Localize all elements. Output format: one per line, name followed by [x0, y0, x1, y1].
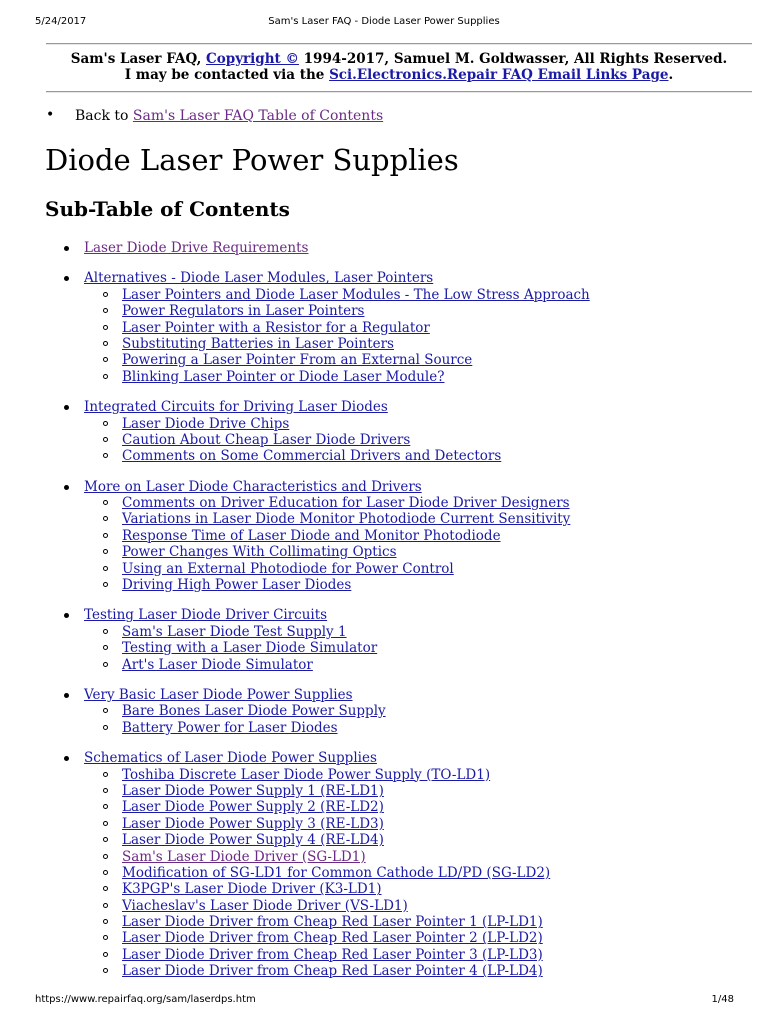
toc-section — [64, 270, 744, 385]
sub-table-of-contents — [64, 240, 744, 994]
toc-subitem-link[interactable]: Laser Diode Driver from Cheap Red Laser Pointer 4 (LP-LD4) — [122, 963, 543, 980]
toc-subitem — [84, 577, 744, 593]
circle-bullet-icon — [103, 357, 108, 362]
toc-section-link[interactable]: Very Basic Laser Diode Power Supplies — [84, 686, 353, 703]
contact-prefix: I may be contacted via the — [124, 67, 330, 83]
toc-section-row — [84, 270, 744, 286]
email-links-page-link[interactable]: Sci.Electronics.Repair FAQ Email Links Page — [329, 67, 669, 83]
toc-subitem — [84, 898, 744, 914]
toc-subitem — [84, 432, 744, 448]
toc-subitem-link[interactable]: Power Regulators in Laser Pointers — [122, 303, 365, 320]
toc-subitem-link[interactable]: Laser Diode Power Supply 4 (RE-LD4) — [122, 832, 384, 849]
bullet-icon — [64, 485, 69, 490]
toc-subitem — [84, 336, 744, 352]
circle-bullet-icon — [103, 837, 108, 842]
toc-subitem-link[interactable]: Laser Diode Driver from Cheap Red Laser Pointer 3 (LP-LD3) — [122, 946, 543, 963]
circle-bullet-icon — [103, 804, 108, 809]
toc-subitem-link[interactable]: Toshiba Discrete Laser Diode Power Supply (TO-LD1) — [122, 766, 491, 783]
toc-section-row — [84, 479, 744, 495]
circle-bullet-icon — [103, 453, 108, 458]
toc-section-link[interactable]: More on Laser Diode Characteristics and Drivers — [84, 478, 422, 495]
toc-subitem-link[interactable]: Caution About Cheap Laser Diode Drivers — [122, 431, 411, 448]
toc-subitem — [84, 369, 744, 385]
circle-bullet-icon — [103, 629, 108, 634]
toc-subitem-link[interactable]: Laser Diode Power Supply 2 (RE-LD2) — [122, 799, 384, 816]
toc-subitem — [84, 930, 744, 946]
toc-subitem-link[interactable]: Response Time of Laser Diode and Monitor Photodiode — [122, 527, 501, 544]
circle-bullet-icon — [103, 325, 108, 330]
toc-section-link[interactable]: Alternatives - Diode Laser Modules, Laser Pointers — [84, 270, 434, 287]
bottom-divider — [46, 91, 752, 93]
circle-bullet-icon — [103, 437, 108, 442]
toc-sublist — [84, 495, 744, 593]
toc-subitem-link[interactable]: Powering a Laser Pointer From an External Source — [122, 352, 473, 369]
toc-link[interactable]: Sam's Laser FAQ Table of Contents — [132, 108, 384, 124]
circle-bullet-icon — [103, 708, 108, 713]
toc-subitem — [84, 287, 744, 303]
toc-subitem-link[interactable]: Testing with a Laser Diode Simulator — [122, 640, 378, 657]
circle-bullet-icon — [103, 968, 108, 973]
bullet-icon — [64, 276, 69, 281]
toc-section-link[interactable]: Schematics of Laser Diode Power Supplies — [84, 750, 377, 767]
toc-subitem — [84, 544, 744, 560]
toc-section-row — [84, 240, 744, 256]
toc-subitem — [84, 528, 744, 544]
toc-section — [64, 607, 744, 673]
toc-section-row — [84, 399, 744, 415]
print-document-title: Sam's Laser FAQ - Diode Laser Power Supplies — [268, 16, 500, 27]
copyright-line — [46, 51, 752, 67]
toc-subitem — [84, 849, 744, 865]
toc-subitem — [84, 947, 744, 963]
toc-sublist — [84, 767, 744, 980]
toc-subitem — [84, 783, 744, 799]
bullet-icon — [64, 756, 69, 761]
page-title: Diode Laser Power Supplies — [45, 143, 459, 177]
circle-bullet-icon — [103, 870, 108, 875]
toc-sublist — [84, 416, 744, 465]
toc-sublist — [84, 703, 744, 736]
toc-subitem — [84, 320, 744, 336]
toc-subitem-link[interactable]: Laser Diode Driver from Cheap Red Laser Pointer 2 (LP-LD2) — [122, 930, 543, 947]
toc-subitem — [84, 914, 744, 930]
toc-subitem-link[interactable]: Laser Diode Power Supply 1 (RE-LD1) — [122, 782, 384, 799]
toc-subitem — [84, 832, 744, 848]
toc-subitem-link[interactable]: Variations in Laser Diode Monitor Photodiode Current Sensitivity — [122, 511, 571, 528]
bullet-icon — [64, 693, 69, 698]
circle-bullet-icon — [103, 725, 108, 730]
toc-subitem-link[interactable]: Laser Pointer with a Resistor for a Regulator — [122, 319, 430, 336]
toc-subitem — [84, 816, 744, 832]
circle-bullet-icon — [103, 821, 108, 826]
toc-section — [64, 687, 744, 736]
toc-subitem — [84, 511, 744, 527]
toc-subitem-link[interactable]: Laser Diode Driver from Cheap Red Laser Pointer 1 (LP-LD1) — [122, 914, 543, 931]
copyright-link[interactable]: Copyright © — [206, 51, 299, 67]
toc-subitem-link[interactable]: Blinking Laser Pointer or Diode Laser Module? — [122, 368, 445, 385]
toc-subitem-link[interactable]: K3PGP's Laser Diode Driver (K3-LD1) — [122, 881, 382, 898]
copyright-suffix: 1994-2017, Samuel M. Goldwasser, All Rights Reserved. — [298, 51, 728, 67]
toc-subitem — [84, 657, 744, 673]
circle-bullet-icon — [103, 919, 108, 924]
top-divider — [46, 43, 752, 45]
circle-bullet-icon — [103, 952, 108, 957]
toc-subitem-link[interactable]: Modification of SG-LD1 for Common Cathode LD/PD (SG-LD2) — [122, 864, 551, 881]
toc-subitem — [84, 495, 744, 511]
print-footer — [0, 994, 768, 1008]
circle-bullet-icon — [103, 582, 108, 587]
toc-subitem — [84, 865, 744, 881]
toc-section — [64, 479, 744, 594]
page-number: 1/48 — [711, 994, 734, 1005]
toc-subitem-link[interactable]: Laser Diode Power Supply 3 (RE-LD3) — [122, 815, 384, 832]
toc-subitem — [84, 640, 744, 656]
toc-section-row — [84, 750, 744, 766]
contact-suffix: . — [668, 67, 674, 83]
toc-subitem-link[interactable]: Substituting Batteries in Laser Pointers — [122, 335, 394, 352]
circle-bullet-icon — [103, 308, 108, 313]
toc-subitem — [84, 303, 744, 319]
toc-subitem — [84, 352, 744, 368]
circle-bullet-icon — [103, 566, 108, 571]
circle-bullet-icon — [103, 516, 108, 521]
toc-subitem — [84, 799, 744, 815]
toc-section — [64, 399, 744, 465]
circle-bullet-icon — [103, 788, 108, 793]
circle-bullet-icon — [103, 292, 108, 297]
circle-bullet-icon — [103, 935, 108, 940]
circle-bullet-icon — [103, 886, 108, 891]
toc-section — [64, 750, 744, 979]
toc-section-link[interactable]: Integrated Circuits for Driving Laser Diodes — [84, 399, 388, 416]
toc-subitem — [84, 720, 744, 736]
bullet-icon — [64, 246, 69, 251]
toc-section — [64, 240, 744, 256]
toc-subitem — [84, 703, 744, 719]
toc-subitem-link[interactable]: Driving High Power Laser Diodes — [122, 577, 352, 594]
toc-subitem-link[interactable]: Sam's Laser Diode Driver (SG-LD1) — [122, 848, 366, 865]
print-date: 5/24/2017 — [35, 16, 87, 27]
circle-bullet-icon — [103, 772, 108, 777]
circle-bullet-icon — [103, 500, 108, 505]
toc-section-link[interactable]: Laser Diode Drive Requirements — [84, 240, 309, 256]
toc-subitem — [84, 561, 744, 577]
circle-bullet-icon — [103, 374, 108, 379]
copyright-prefix: Sam's Laser FAQ, — [70, 51, 206, 67]
bullet-icon — [64, 613, 69, 618]
toc-subitem — [84, 881, 744, 897]
print-url: https://www.repairfaq.org/sam/laserdps.htm — [35, 994, 256, 1005]
circle-bullet-icon — [103, 645, 108, 650]
toc-subitem — [84, 416, 744, 432]
toc-subitem-link[interactable]: Art's Laser Diode Simulator — [122, 656, 313, 673]
toc-subitem-link[interactable]: Viacheslav's Laser Diode Driver (VS-LD1) — [122, 897, 408, 914]
circle-bullet-icon — [103, 533, 108, 538]
bullet-icon — [64, 405, 69, 410]
toc-subitem-link[interactable]: Laser Pointers and Diode Laser Modules - The Low Stress Approach — [122, 286, 590, 303]
back-text — [75, 108, 383, 124]
toc-section-row — [84, 607, 744, 623]
circle-bullet-icon — [103, 549, 108, 554]
circle-bullet-icon — [103, 662, 108, 667]
circle-bullet-icon — [103, 421, 108, 426]
toc-subitem — [84, 963, 744, 979]
toc-section-row — [84, 687, 744, 703]
toc-subitem-link[interactable]: Sam's Laser Diode Test Supply 1 — [122, 623, 347, 640]
contact-line — [46, 67, 752, 83]
toc-section-link[interactable]: Testing Laser Diode Driver Circuits — [84, 607, 328, 624]
circle-bullet-icon — [103, 903, 108, 908]
sub-table-heading: Sub-Table of Contents — [45, 197, 290, 221]
circle-bullet-icon — [103, 341, 108, 346]
toc-subitem-link[interactable]: Using an External Photodiode for Power Control — [122, 560, 454, 577]
bullet-icon: • — [46, 107, 55, 123]
toc-subitem-link[interactable]: Comments on Driver Education for Laser Diode Driver Designers — [122, 495, 570, 512]
toc-sublist — [84, 624, 744, 673]
back-prefix: Back to — [75, 108, 133, 124]
copyright-notice — [46, 51, 752, 83]
toc-subitem-link[interactable]: Battery Power for Laser Diodes — [122, 719, 338, 736]
print-header — [0, 16, 768, 30]
toc-sublist — [84, 287, 744, 385]
toc-subitem — [84, 624, 744, 640]
toc-subitem-link[interactable]: Laser Diode Drive Chips — [122, 415, 290, 432]
toc-subitem-link[interactable]: Power Changes With Collimating Optics — [122, 544, 397, 561]
toc-subitem-link[interactable]: Bare Bones Laser Diode Power Supply — [122, 703, 386, 720]
toc-subitem-link[interactable]: Comments on Some Commercial Drivers and Detectors — [122, 448, 502, 465]
circle-bullet-icon — [103, 854, 108, 859]
toc-subitem — [84, 448, 744, 464]
toc-subitem — [84, 767, 744, 783]
